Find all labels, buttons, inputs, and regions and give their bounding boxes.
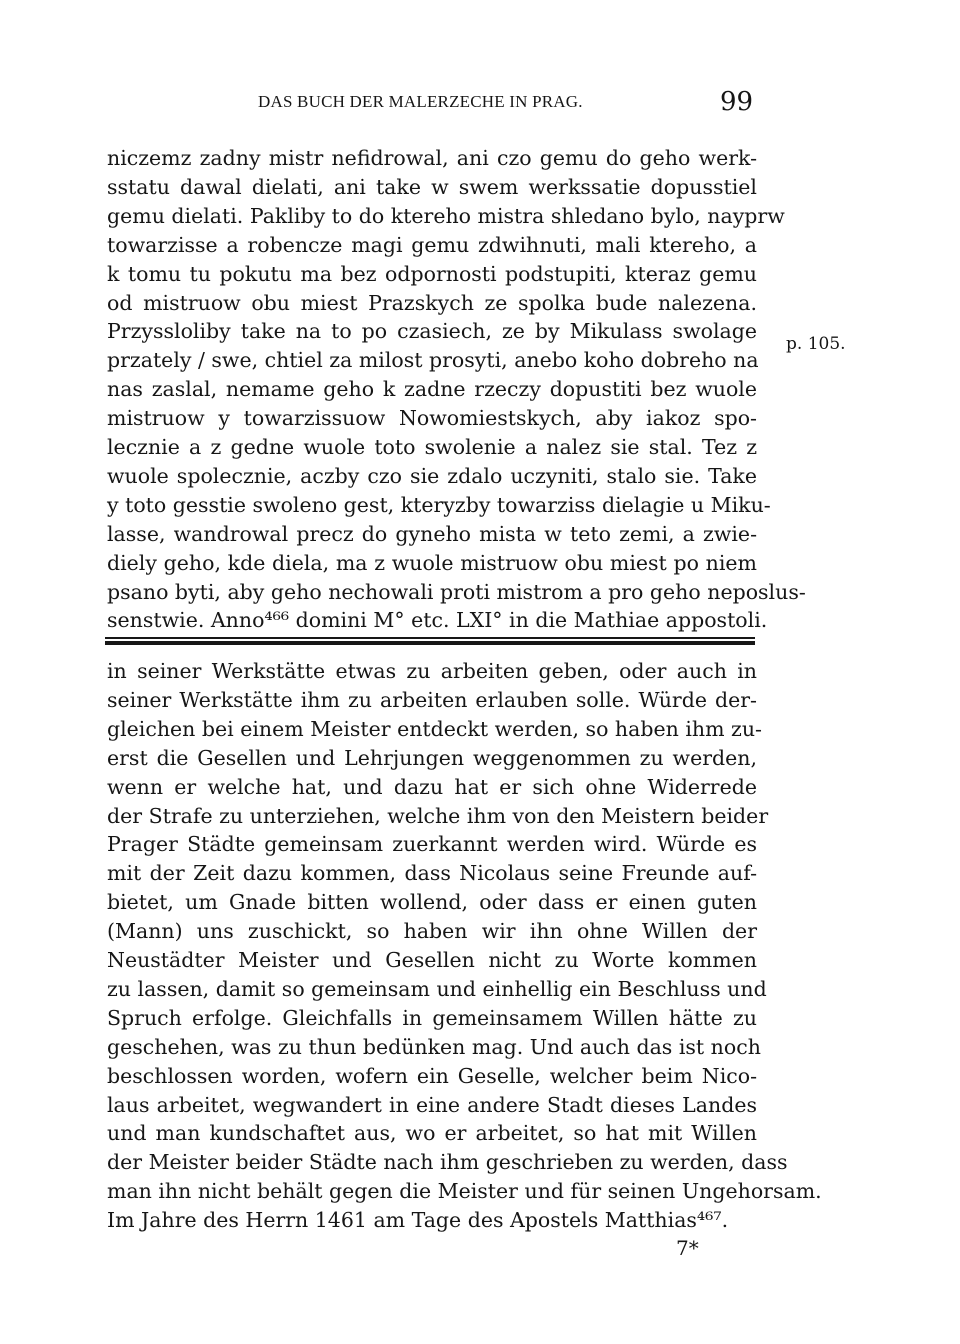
text-line: od mistruow obu miest Prazskych ze spolka bude nalezena. [107,290,757,315]
text-line: towarzisse a robencze magi gemu zdwihnuti, mali ktereho, a [107,232,757,257]
text-line: lasse, wandrowal precz do gyneho mista w teto zemi, a zwie- [107,521,757,546]
text-line: mistruow y towarzissuow Nowomiestskych, aby iakoz spo- [107,406,757,431]
text-line: niczemz zadny mistr nefidrowal, ani czo gemu do geho werk- [107,146,757,170]
separator-rule-thick [105,641,755,645]
text-line: Im Jahre des Herrn 1461 am Tage des Apostels Matthias⁴⁶⁷. [107,1208,729,1233]
text-line: laus arbeitet, wegwandert in eine andere Stadt dieses Landes [107,1092,757,1117]
text-line: psano byti, aby geho nechowali proti mistrom a pro geho neposlus- [107,579,806,604]
text-line: sstatu dawal dielati, ani take w swem werkssatie dopusstiel [107,174,757,199]
text-line: der Meister beider Städte nach ihm geschrieben zu werden, dass [107,1150,788,1175]
text-line: mit der Zeit dazu kommen, dass Nicolaus seine Freunde auf- [107,861,757,886]
text-line: lecznie a z gedne wuole toto swolenie a nalez sie stal. Tez z [107,435,757,459]
text-line: wuole spolecznie, aczby czo sie zdalo uczyniti, stalo sie. Take [107,463,757,488]
text-line: zu lassen, damit so gemeinsam und einhellig ein Beschluss und [107,976,767,1001]
separator-rule-thin [105,637,755,639]
text-line: Neustädter Meister und Gesellen nicht zu Worte kommen [107,948,757,972]
text-line: und man kundschaftet aus, wo er arbeitet, so hat mit Willen [107,1121,757,1146]
signature-mark: 7* [676,1236,699,1260]
text-line: k tomu tu pokutu ma bez odpornosti podstupiti, kteraz gemu [107,261,757,286]
text-line: wenn er welche hat, und dazu hat er sich ohne Widerrede [107,774,757,799]
text-line: erst die Gesellen und Lehrjungen weggenommen zu werden, [107,745,757,770]
text-line: Spruch erfolge. Gleichfalls in gemeinsamem Willen hätte zu [107,1005,757,1030]
text-line: in seiner Werkstätte etwas zu arbeiten geben, oder auch in [107,659,757,683]
text-line: der Strafe zu unterziehen, welche ihm von den Meistern beider [107,803,769,828]
page-number: 99 [720,87,754,117]
text-line: geschehen, was zu thun bedünken mag. Und auch das ist noch [107,1034,761,1059]
text-line: senstwie. Anno⁴⁶⁶ domini M° etc. LXI° in die Mathiae appostoli. [107,608,768,633]
running-title: DAS BUCH DER MALERZECHE IN PRAG. [258,92,583,111]
text-line: gemu dielati. Pakliby to do ktereho mistra shledano bylo, nayprw [107,203,785,228]
text-line: (Mann) uns zuschickt, so haben wir ihn ohne Willen der [107,919,757,944]
text-line: Prager Städte gemeinsam zuerkannt werden wird. Würde es [107,832,757,857]
margin-note: p. 105. [786,334,846,354]
text-line: man ihn nicht behält gegen die Meister und für seinen Ungehorsam. [107,1179,822,1204]
text-line: seiner Werkstätte ihm zu arbeiten erlauben solle. Würde der- [107,687,757,712]
text-line: diely geho, kde diela, ma z wuole mistruow obu miest po niem [107,550,757,575]
text-line: nas zaslal, nemame geho k zadne rzeczy dopustiti bez wuole [107,377,757,402]
text-line: gleichen bei einem Meister entdeckt werden, so haben ihm zu- [107,716,762,741]
text-line: Przyssloliby take na to po czasiech, ze by Mikulass swolage [107,319,757,344]
text-line: y toto gesstie swoleno gest, kteryzby towarziss dielagie u Miku- [107,492,771,517]
text-line: bietet, um Gnade bitten wollend, oder dass er einen guten [107,890,757,915]
text-line: beschlossen worden, wofern ein Geselle, welcher beim Nico- [107,1063,757,1088]
text-line: przately / swe, chtiel za milost prosyti, anebo koho dobreho na [107,348,759,373]
